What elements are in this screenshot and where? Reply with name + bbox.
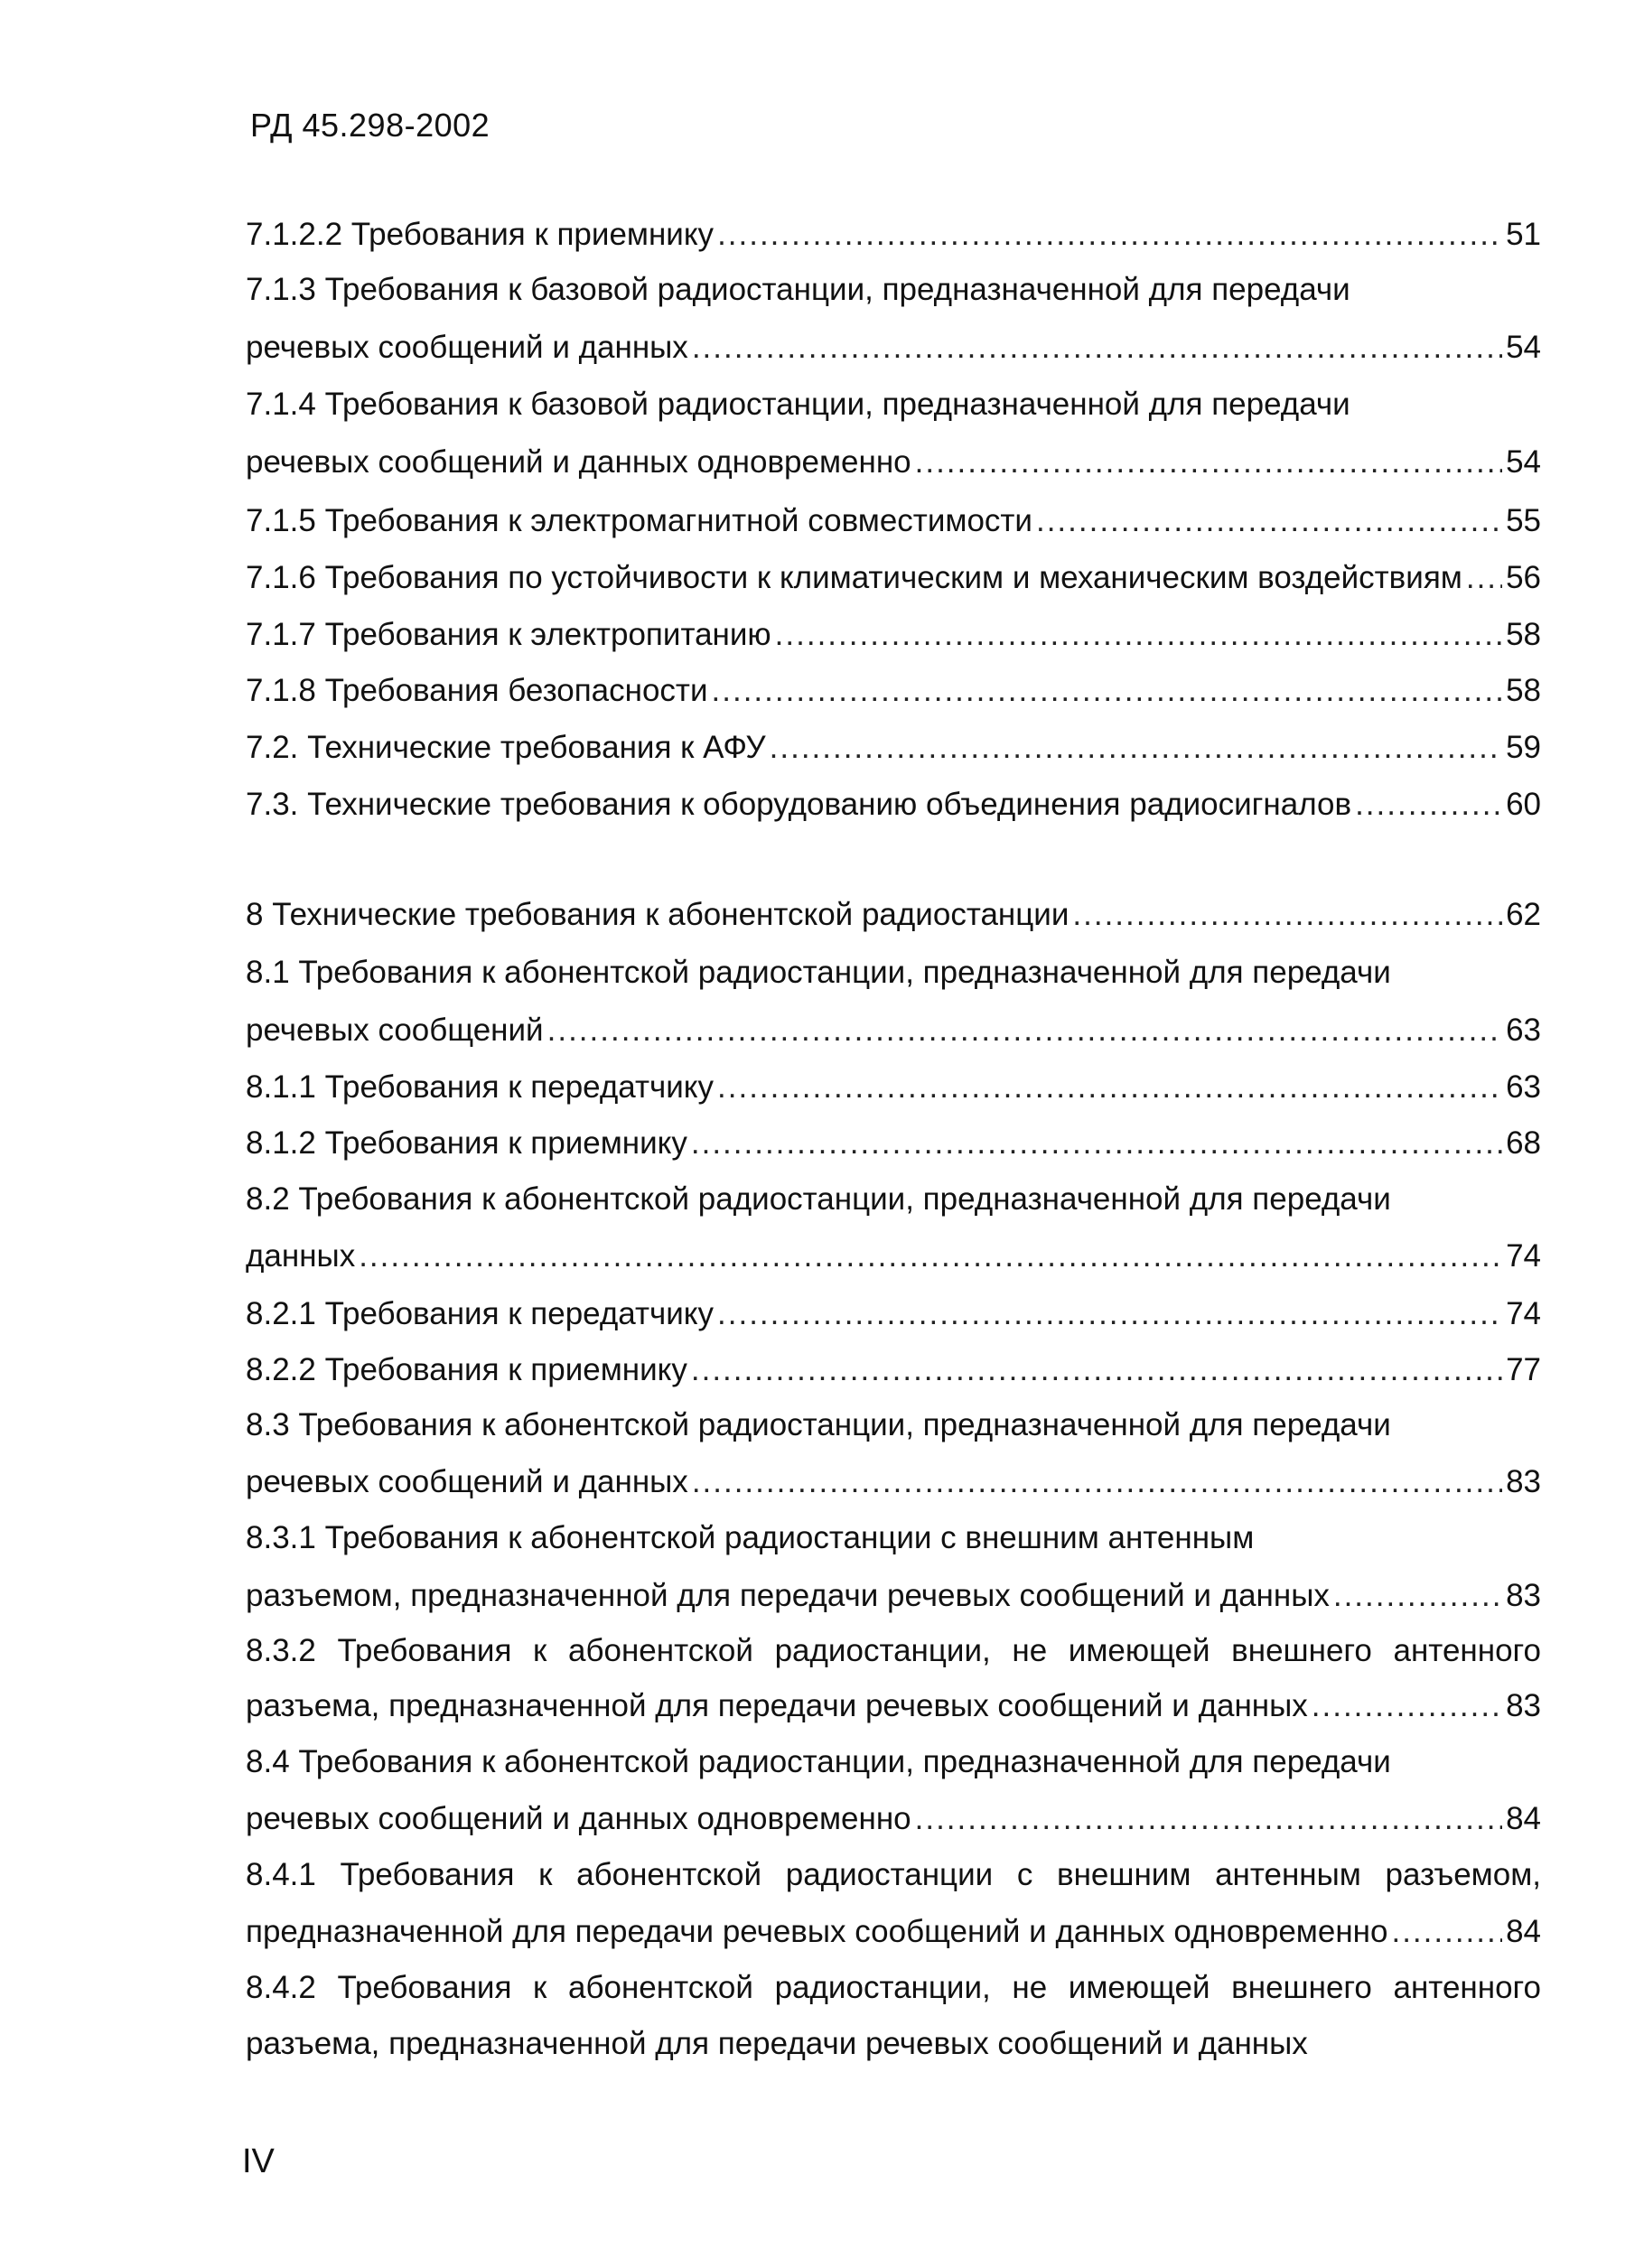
- toc-entry: [246, 267, 1541, 313]
- toc-entry: [246, 668, 1541, 714]
- toc-entry-title: 7.1.7 Требования к электропитанию: [246, 617, 771, 652]
- toc-page-number: 83: [1506, 1578, 1541, 1613]
- toc-entry-title: 8.4.2 Требования к абонентской радиостанции, не имеющей внешнего антенного: [246, 1970, 1541, 2005]
- toc-page-number: 77: [1506, 1352, 1541, 1387]
- toc-page-number: 56: [1506, 560, 1541, 595]
- toc-entry-title: разъема, предназначенной для передачи речевых сообщений и данных: [246, 1688, 1308, 1723]
- toc-entry-title: 7.1.3 Требования к базовой радиостанции, предназначенной для передачи: [246, 272, 1350, 307]
- toc-page-number: 62: [1506, 897, 1541, 932]
- toc-entry-title: данных: [246, 1238, 356, 1274]
- toc-dot-leader: [1391, 1909, 1502, 1955]
- toc-entry-title: 7.1.2.2 Требования к приемнику: [246, 217, 715, 252]
- toc-entry-title: речевых сообщений: [246, 1013, 544, 1048]
- toc-entry-title: 8 Технические требования к абонентской радиостанции: [246, 897, 1070, 932]
- toc-entry-title: 8.3 Требования к абонентской радиостанции, предназначенной для передачи: [246, 1407, 1391, 1442]
- toc-dot-leader: [692, 1460, 1502, 1505]
- toc-entry-title: 8.3.2 Требования к абонентской радиостанции, не имеющей внешнего антенного: [246, 1633, 1541, 1668]
- toc-entry-title: 7.1.8 Требования безопасности: [246, 673, 708, 708]
- toc-entry-title: 8.1.1 Требования к передатчику: [246, 1069, 715, 1105]
- toc-page-number: 84: [1506, 1914, 1541, 1949]
- toc-entry-title: 8.3.1 Требования к абонентской радиостанции с внешним антенным: [246, 1520, 1255, 1555]
- toc-entry: [246, 1292, 1541, 1337]
- toc-dot-leader: [359, 1234, 1502, 1279]
- toc-entry: [246, 892, 1541, 938]
- toc-entry-title: речевых сообщений и данных: [246, 330, 688, 365]
- toc-entry: [246, 1460, 1541, 1505]
- toc-entry: [246, 382, 1541, 427]
- toc-entry: [246, 950, 1541, 995]
- toc-dot-leader: [1036, 499, 1502, 544]
- toc-entry: [246, 1853, 1541, 1898]
- toc-entry-title: речевых сообщений и данных одновременно: [246, 1801, 911, 1836]
- toc-entry: [246, 1403, 1541, 1448]
- toc-entry-title: разъема, предназначенной для передачи речевых сообщений и данных: [246, 2026, 1308, 2061]
- toc-page-number: 83: [1506, 1688, 1541, 1723]
- toc-entry-title: 8.2.2 Требования к приемнику: [246, 1352, 687, 1387]
- toc-page-number: 74: [1506, 1296, 1541, 1331]
- toc-page-number: 68: [1506, 1125, 1541, 1161]
- toc-entry: [246, 2021, 1541, 2067]
- toc-page-number: 59: [1506, 730, 1541, 765]
- toc-dot-leader: [691, 1348, 1502, 1393]
- toc-page-number: 54: [1506, 444, 1541, 480]
- toc-entry: [246, 1573, 1541, 1619]
- toc-page-number: 74: [1506, 1238, 1541, 1274]
- toc-page-number: 83: [1506, 1464, 1541, 1499]
- toc-entry-title: 7.1.6 Требования по устойчивости к климатическим и механическим воздействиям: [246, 560, 1462, 595]
- toc-entry: [246, 1348, 1541, 1393]
- toc-dot-leader: [1466, 555, 1502, 601]
- toc-entry-title: 8.1 Требования к абонентской радиостанции, предназначенной для передачи: [246, 955, 1391, 990]
- toc-entry: [246, 782, 1541, 827]
- toc-entry: [246, 1965, 1541, 2011]
- toc-entry-title: предназначенной для передачи речевых сообщений и данных одновременно: [246, 1914, 1388, 1949]
- toc-entry: [246, 1065, 1541, 1110]
- toc-dot-leader: [717, 1065, 1502, 1110]
- toc-entry-title: 7.3. Технические требования к оборудованию объединения радиосигналов: [246, 787, 1352, 822]
- toc-entry: [246, 212, 1541, 257]
- toc-entry: [246, 612, 1541, 658]
- toc-entry-title: 8.4.1 Требования к абонентской радиостанции с внешним антенным разъемом,: [246, 1857, 1541, 1892]
- toc-page-number: 58: [1506, 673, 1541, 708]
- document-code-header: РД 45.298-2002: [250, 107, 490, 144]
- toc-entry: [246, 725, 1541, 770]
- toc-page-number: 51: [1506, 217, 1541, 252]
- toc-entry-title: речевых сообщений и данных одновременно: [246, 444, 911, 480]
- toc-entry: [246, 1516, 1541, 1561]
- toc-dot-leader: [692, 325, 1502, 370]
- toc-entry: [246, 440, 1541, 485]
- toc-entry: [246, 499, 1541, 544]
- toc-entry-title: 7.2. Технические требования к АФУ: [246, 730, 766, 765]
- toc-entry-title: разъемом, предназначенной для передачи речевых сообщений и данных: [246, 1578, 1330, 1613]
- toc-page-number: 55: [1506, 503, 1541, 538]
- toc-entry-title: 8.2.1 Требования к передатчику: [246, 1296, 715, 1331]
- toc-page-number: 63: [1506, 1069, 1541, 1105]
- toc-entry-title: 8.4 Требования к абонентской радиостанции, предназначенной для передачи: [246, 1744, 1391, 1779]
- toc-entry: [246, 555, 1541, 601]
- toc-dot-leader: [717, 1292, 1502, 1337]
- toc-entry: [246, 1684, 1541, 1729]
- toc-dot-leader: [1355, 782, 1502, 827]
- toc-entry-title: 8.2 Требования к абонентской радиостанции, предназначенной для передачи: [246, 1181, 1391, 1217]
- toc-entry: [246, 1629, 1541, 1674]
- toc-dot-leader: [712, 668, 1503, 714]
- toc-dot-leader: [1333, 1573, 1502, 1619]
- toc-dot-leader: [1312, 1684, 1502, 1729]
- toc-dot-leader: [770, 725, 1502, 770]
- toc-page-number: 58: [1506, 617, 1541, 652]
- page-number-footer: IV: [242, 2142, 275, 2180]
- toc-dot-leader: [547, 1008, 1502, 1053]
- toc-dot-leader: [717, 212, 1502, 257]
- toc-entry: [246, 1909, 1541, 1955]
- toc-page-number: 54: [1506, 330, 1541, 365]
- toc-entry: [246, 1121, 1541, 1166]
- toc-entry-title: 7.1.4 Требования к базовой радиостанции, предназначенной для передачи: [246, 387, 1350, 422]
- toc-page-number: 63: [1506, 1013, 1541, 1048]
- toc-dot-leader: [775, 612, 1502, 658]
- toc-entry: [246, 1234, 1541, 1279]
- toc-entry: [246, 1008, 1541, 1053]
- toc-entry: [246, 1177, 1541, 1222]
- toc-entry-title: речевых сообщений и данных: [246, 1464, 688, 1499]
- toc-dot-leader: [915, 1797, 1502, 1842]
- toc-entry: [246, 1740, 1541, 1785]
- toc-dot-leader: [691, 1121, 1502, 1166]
- toc-dot-leader: [915, 440, 1502, 485]
- toc-entry: [246, 325, 1541, 370]
- toc-page-number: 84: [1506, 1801, 1541, 1836]
- toc-page-number: 60: [1506, 787, 1541, 822]
- toc-dot-leader: [1072, 892, 1502, 938]
- toc-entry-title: 7.1.5 Требования к электромагнитной совместимости: [246, 503, 1032, 538]
- toc-entry: [246, 1797, 1541, 1842]
- toc-entry-title: 8.1.2 Требования к приемнику: [246, 1125, 687, 1161]
